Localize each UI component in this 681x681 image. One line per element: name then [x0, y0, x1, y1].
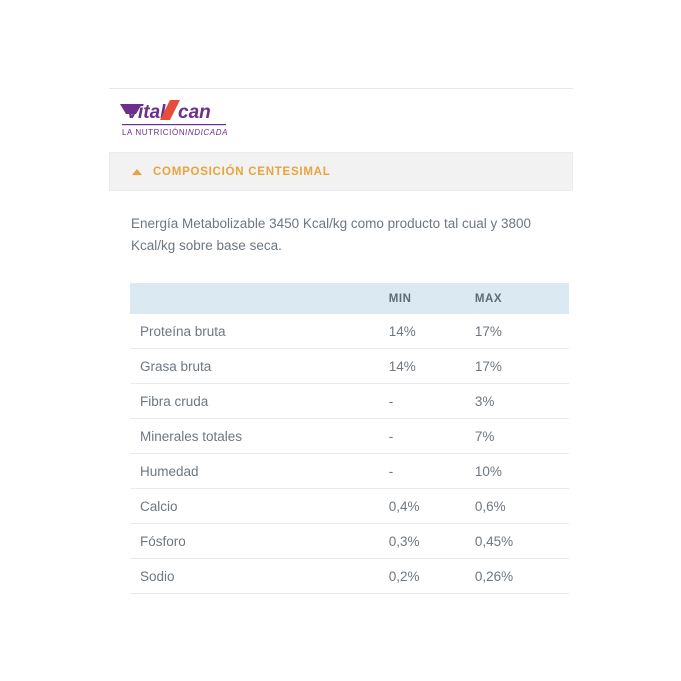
cell-nutrient: Fósforo	[130, 524, 389, 559]
cell-nutrient: Minerales totales	[130, 419, 389, 454]
top-divider	[109, 88, 573, 89]
svg-text:can: can	[178, 102, 211, 123]
svg-text:Vital: Vital	[126, 102, 166, 123]
vitalcan-logo-icon	[118, 98, 238, 140]
cell-min: 0,4%	[389, 489, 475, 524]
table-body	[130, 314, 569, 594]
table-row	[130, 314, 569, 349]
cell-nutrient: Fibra cruda	[130, 384, 389, 419]
cell-max: 0,6%	[475, 489, 569, 524]
cell-min: 0,2%	[389, 559, 475, 594]
cell-min: -	[389, 454, 475, 489]
cell-max: 3%	[475, 384, 569, 419]
cell-max: 10%	[475, 454, 569, 489]
cell-min: 14%	[389, 314, 475, 349]
composition-table	[130, 283, 569, 594]
table-row	[130, 349, 569, 384]
accordion-title: COMPOSICIÓN CENTESIMAL	[153, 165, 331, 178]
column-header-max: MAX	[475, 283, 569, 314]
table-row	[130, 524, 569, 559]
brand-logo	[118, 98, 238, 140]
cell-max: 17%	[475, 314, 569, 349]
svg-text:LA NUTRICIÓN: LA NUTRICIÓN	[122, 128, 186, 137]
cell-min: -	[389, 419, 475, 454]
cell-nutrient: Sodio	[130, 559, 389, 594]
cell-nutrient: Humedad	[130, 454, 389, 489]
column-header-nutrient	[130, 283, 389, 314]
table-row	[130, 454, 569, 489]
intro-text: Energía Metabolizable 3450 Kcal/kg como producto tal cual y 3800 Kcal/kg sobre base seca.	[131, 216, 531, 253]
triangle-up-icon	[132, 169, 142, 175]
cell-nutrient: Calcio	[130, 489, 389, 524]
table-head	[130, 283, 569, 314]
cell-max: 7%	[475, 419, 569, 454]
accordion-header-composicion[interactable]	[109, 152, 573, 191]
table-row	[130, 559, 569, 594]
cell-nutrient: Grasa bruta	[130, 349, 389, 384]
cell-min: -	[389, 384, 475, 419]
cell-max: 0,45%	[475, 524, 569, 559]
table-header-row	[130, 283, 569, 314]
table-row	[130, 384, 569, 419]
cell-min: 14%	[389, 349, 475, 384]
table-row	[130, 419, 569, 454]
column-header-min: MIN	[389, 283, 475, 314]
cell-max: 0,26%	[475, 559, 569, 594]
table-row	[130, 489, 569, 524]
cell-max: 17%	[475, 349, 569, 384]
cell-min: 0,3%	[389, 524, 475, 559]
svg-text:INDICADA: INDICADA	[185, 128, 229, 137]
cell-nutrient: Proteína bruta	[130, 314, 389, 349]
